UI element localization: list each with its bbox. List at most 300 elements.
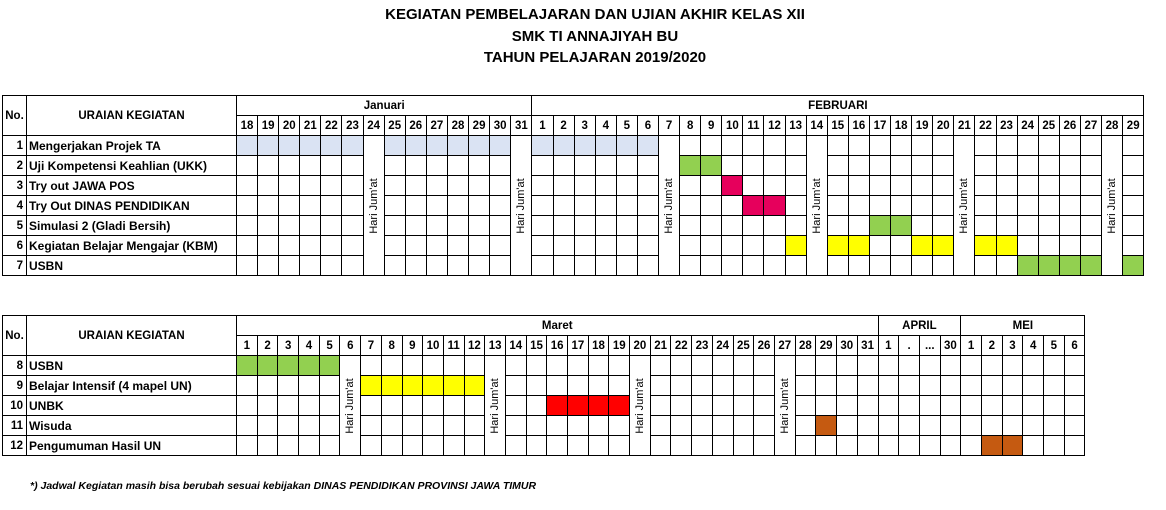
schedule-cell: [257, 436, 278, 456]
schedule-cell: [764, 216, 785, 236]
schedule-cell: [443, 436, 464, 456]
schedule-cell: [278, 376, 299, 396]
schedule-cell: [981, 396, 1002, 416]
schedule-cell: [827, 196, 848, 216]
schedule-cell: [1064, 376, 1085, 396]
day-header: 25: [733, 336, 754, 356]
schedule-cell: [848, 176, 869, 196]
schedule-cell-filled: [426, 136, 447, 156]
schedule-cell: [637, 156, 658, 176]
row-number: 7: [3, 256, 27, 276]
schedule-cell: [279, 196, 300, 216]
activity-name: UNBK: [27, 396, 237, 416]
title-line-2: SMK TI ANNAJIYAH BU: [511, 27, 679, 45]
schedule-cell: [300, 156, 321, 176]
schedule-cell: [1059, 196, 1080, 216]
day-header: 12: [764, 116, 785, 136]
day-header: 14: [505, 336, 526, 356]
schedule-cell: [423, 396, 444, 416]
day-header: 4: [595, 116, 616, 136]
schedule-cell: [469, 256, 490, 276]
schedule-cell: [650, 416, 671, 436]
month-header: APRIL: [878, 316, 961, 336]
schedule-cell: [1023, 396, 1044, 416]
day-header: 23: [692, 336, 713, 356]
title-line-1: KEGIATAN PEMBELAJARAN DAN UJIAN AKHIR KELAS XII: [385, 6, 805, 23]
schedule-cell: [426, 156, 447, 176]
friday-label: Hari Jum'at: [810, 177, 823, 234]
no-header: No.: [3, 96, 27, 136]
day-header: 6: [1064, 336, 1085, 356]
schedule-cell: [1044, 396, 1065, 416]
schedule-cell-filled: [405, 136, 426, 156]
day-header: 11: [743, 116, 764, 136]
day-header: 1: [237, 336, 258, 356]
schedule-cell: [961, 376, 982, 396]
day-header: 25: [384, 116, 405, 136]
schedule-cell: [1059, 216, 1080, 236]
schedule-cell: [712, 436, 733, 456]
day-header: 27: [426, 116, 447, 136]
row-number: 6: [3, 236, 27, 256]
schedule-cell: [299, 416, 320, 436]
schedule-cell: [532, 216, 553, 236]
schedule-cell: [300, 196, 321, 216]
schedule-cell: [1123, 156, 1144, 176]
schedule-cell: [899, 416, 920, 436]
schedule-cell: [940, 356, 961, 376]
schedule-cell: [743, 256, 764, 276]
schedule-cell: [342, 196, 363, 216]
schedule-cell: [785, 176, 806, 196]
schedule-cell: [405, 176, 426, 196]
schedule-cell: [712, 356, 733, 376]
schedule-cell: [940, 416, 961, 436]
schedule-cell-filled: [743, 196, 764, 216]
row-number: 1: [3, 136, 27, 156]
row-number: 12: [3, 436, 27, 456]
schedule-cell-filled: [469, 136, 490, 156]
schedule-cell: [321, 236, 342, 256]
schedule-cell: [680, 196, 701, 216]
schedule-cell: [553, 156, 574, 176]
day-header: 14: [806, 116, 827, 136]
schedule-cell: [961, 396, 982, 416]
schedule-cell: [701, 256, 722, 276]
schedule-cell: [464, 436, 485, 456]
activity-row: [3, 416, 1085, 436]
schedule-cell: [919, 436, 940, 456]
activity-name: USBN: [27, 256, 237, 276]
schedule-cell: [588, 376, 609, 396]
schedule-cell: [588, 436, 609, 456]
friday-label: Hari Jum'at: [344, 377, 357, 434]
schedule-cell-filled: [423, 376, 444, 396]
schedule-cell-filled: [869, 216, 890, 236]
month-header: Maret: [237, 316, 879, 336]
day-header: 19: [609, 336, 630, 356]
day-header: 12: [464, 336, 485, 356]
friday-label: Hari Jum'at: [633, 377, 646, 434]
schedule-cell: [381, 436, 402, 456]
schedule-cell: [754, 376, 775, 396]
schedule-cell: [836, 436, 857, 456]
schedule-cell: [857, 416, 878, 436]
schedule-cell-filled: [447, 136, 468, 156]
schedule-cell-filled: [816, 416, 837, 436]
schedule-cell-filled: [319, 356, 340, 376]
schedule-cell: [299, 396, 320, 416]
schedule-cell: [961, 356, 982, 376]
day-header: 22: [321, 116, 342, 136]
schedule-cell: [996, 176, 1017, 196]
day-header: 7: [659, 116, 680, 136]
friday-label: Hari Jum'at: [489, 377, 502, 434]
friday-holiday-cell: [1101, 136, 1122, 276]
day-header: 30: [940, 336, 961, 356]
schedule-cell: [1023, 356, 1044, 376]
month-header-row: [3, 316, 1085, 336]
schedule-cell: [447, 196, 468, 216]
schedule-cell: [595, 216, 616, 236]
day-header: 13: [485, 336, 506, 356]
schedule-cell: [764, 256, 785, 276]
schedule-cell: [961, 436, 982, 456]
schedule-cell: [1064, 436, 1085, 456]
schedule-cell: [891, 156, 912, 176]
schedule-cell: [795, 356, 816, 376]
schedule-cell: [279, 176, 300, 196]
schedule-cell: [975, 216, 996, 236]
row-number: 4: [3, 196, 27, 216]
schedule-cell: [899, 436, 920, 456]
day-header: 1: [532, 116, 553, 136]
day-header: 30: [836, 336, 857, 356]
schedule-cell: [616, 176, 637, 196]
schedule-cell: [933, 216, 954, 236]
schedule-cell: [848, 156, 869, 176]
month-header-row: [3, 96, 1144, 116]
schedule-cell: [426, 256, 447, 276]
schedule-cell: [1044, 416, 1065, 436]
schedule-cell: [933, 256, 954, 276]
schedule-cell-filled: [443, 376, 464, 396]
schedule-cell: [490, 176, 511, 196]
schedule-cell: [912, 196, 933, 216]
activity-name: Pengumuman Hasil UN: [27, 436, 237, 456]
schedule-cell-filled: [764, 196, 785, 216]
schedule-cell: [1044, 436, 1065, 456]
schedule-cell: [722, 136, 743, 156]
schedule-cell: [505, 436, 526, 456]
schedule-cell: [869, 196, 890, 216]
day-header: 18: [891, 116, 912, 136]
day-header: 1: [878, 336, 899, 356]
schedule-cell: [469, 236, 490, 256]
schedule-cell: [426, 196, 447, 216]
schedule-cell: [616, 236, 637, 256]
schedule-cell: [553, 216, 574, 236]
schedule-cell: [237, 156, 258, 176]
schedule-cell: [279, 156, 300, 176]
schedule-cell: [996, 156, 1017, 176]
schedule-cell: [384, 216, 405, 236]
schedule-cell: [1002, 396, 1023, 416]
row-number: 5: [3, 216, 27, 236]
schedule-cell: [912, 216, 933, 236]
day-header: 4: [1023, 336, 1044, 356]
schedule-cell: [637, 256, 658, 276]
schedule-cell: [996, 256, 1017, 276]
day-header: 2: [257, 336, 278, 356]
schedule-cell: [996, 136, 1017, 156]
schedule-cell: [940, 396, 961, 416]
schedule-cell: [816, 396, 837, 416]
schedule-cell: [469, 196, 490, 216]
schedule-cell: [568, 376, 589, 396]
schedule-cell: [447, 216, 468, 236]
schedule-cell: [547, 376, 568, 396]
friday-label: Hari Jum'at: [958, 177, 971, 234]
schedule-cell: [469, 176, 490, 196]
schedule-cell: [764, 136, 785, 156]
day-header: 19: [912, 116, 933, 136]
schedule-cell: [342, 216, 363, 236]
day-header: .: [899, 336, 920, 356]
schedule-cell: [785, 256, 806, 276]
schedule-cell: [733, 436, 754, 456]
day-header: 26: [754, 336, 775, 356]
schedule-cell: [1038, 216, 1059, 236]
schedule-cell-filled: [827, 236, 848, 256]
schedule-cell-filled: [981, 436, 1002, 456]
task-header: URAIAN KEGIATAN: [27, 316, 237, 356]
schedule-cell: [532, 196, 553, 216]
schedule-cell-filled: [996, 236, 1017, 256]
day-header: 24: [1017, 116, 1038, 136]
schedule-cell: [342, 256, 363, 276]
schedule-cell: [836, 416, 857, 436]
activity-name: Try Out DINAS PENDIDIKAN: [27, 196, 237, 216]
schedule-cell-filled: [321, 136, 342, 156]
schedule-cell: [816, 436, 837, 456]
schedule-cell: [712, 396, 733, 416]
schedule-cell: [869, 236, 890, 256]
day-header: 30: [490, 116, 511, 136]
schedule-cell-filled: [785, 236, 806, 256]
schedule-cell: [869, 176, 890, 196]
schedule-cell: [1044, 376, 1065, 396]
schedule-cell: [754, 396, 775, 416]
schedule-cell: [299, 376, 320, 396]
day-header: 23: [342, 116, 363, 136]
day-header: 9: [402, 336, 423, 356]
day-header: 28: [1101, 116, 1122, 136]
schedule-cell: [443, 396, 464, 416]
month-header: Januari: [237, 96, 532, 116]
schedule-cell-filled: [300, 136, 321, 156]
schedule-cell: [650, 396, 671, 416]
footnote: *) Jadwal Kegiatan masih bisa berubah sesuai kebijakan DINAS PENDIDIKAN PROVINSI JAWA TIMUR: [30, 480, 537, 492]
day-header: 25: [1038, 116, 1059, 136]
schedule-cell: [933, 136, 954, 156]
schedule-cell: [933, 156, 954, 176]
friday-holiday-cell: [485, 356, 506, 456]
schedule-cell: [743, 136, 764, 156]
schedule-cell: [278, 416, 299, 436]
schedule-cell: [574, 216, 595, 236]
schedule-cell: [257, 376, 278, 396]
schedule-cell-filled: [680, 156, 701, 176]
schedule-cell: [1044, 356, 1065, 376]
schedule-cell: [464, 356, 485, 376]
schedule-cell-filled: [553, 136, 574, 156]
schedule-cell: [857, 436, 878, 456]
activity-row: [3, 376, 1085, 396]
schedule-cell: [237, 436, 258, 456]
schedule-cell: [1080, 236, 1101, 256]
schedule-cell-filled: [1038, 256, 1059, 276]
day-header: 26: [1059, 116, 1080, 136]
schedule-cell: [402, 436, 423, 456]
day-header: 22: [975, 116, 996, 136]
day-header: 18: [588, 336, 609, 356]
schedule-cell: [574, 196, 595, 216]
schedule-cell: [279, 256, 300, 276]
schedule-cell: [490, 156, 511, 176]
schedule-cell: [878, 376, 899, 396]
schedule-cell-filled: [616, 136, 637, 156]
schedule-cell: [795, 436, 816, 456]
schedule-cell: [1038, 136, 1059, 156]
schedule-cell: [342, 236, 363, 256]
schedule-cell-filled: [933, 236, 954, 256]
schedule-cell: [1123, 216, 1144, 236]
schedule-cell: [616, 156, 637, 176]
day-header: 3: [1002, 336, 1023, 356]
day-header: 10: [722, 116, 743, 136]
friday-label: Hari Jum'at: [663, 177, 676, 234]
activity-name: Uji Kompetensi Keahlian (UKK): [27, 156, 237, 176]
schedule-cell: [574, 256, 595, 276]
schedule-cell: [1059, 156, 1080, 176]
schedule-cell: [680, 136, 701, 156]
schedule-cell: [574, 156, 595, 176]
schedule-cell: [547, 356, 568, 376]
schedule-cell: [795, 396, 816, 416]
schedule-cell: [616, 256, 637, 276]
schedule-cell: [919, 396, 940, 416]
schedule-cell: [919, 356, 940, 376]
schedule-cell: [764, 236, 785, 256]
schedule-cell: [857, 356, 878, 376]
schedule-cell: [1002, 376, 1023, 396]
schedule-cell: [299, 436, 320, 456]
schedule-cell: [1080, 176, 1101, 196]
schedule-cell: [836, 356, 857, 376]
schedule-cell-filled: [361, 376, 382, 396]
friday-holiday-cell: [511, 136, 532, 276]
schedule-cell: [300, 216, 321, 236]
day-header: 8: [381, 336, 402, 356]
schedule-cell: [1017, 236, 1038, 256]
day-header: 17: [568, 336, 589, 356]
schedule-cell: [258, 216, 279, 236]
schedule-cell: [278, 396, 299, 416]
day-header: 2: [553, 116, 574, 136]
schedule-cell: [816, 376, 837, 396]
schedule-cell: [595, 256, 616, 276]
schedule-cell-filled: [1059, 256, 1080, 276]
schedule-cell: [912, 136, 933, 156]
day-header: 28: [447, 116, 468, 136]
schedule-cell: [754, 436, 775, 456]
activity-name: Mengerjakan Projek TA: [27, 136, 237, 156]
schedule-cell: [574, 176, 595, 196]
schedule-cell: [701, 176, 722, 196]
activity-row: [3, 356, 1085, 376]
schedule-cell: [743, 216, 764, 236]
schedule-cell: [1017, 196, 1038, 216]
day-header: 10: [423, 336, 444, 356]
schedule-cell: [237, 396, 258, 416]
day-header: 23: [996, 116, 1017, 136]
schedule-cell: [827, 136, 848, 156]
schedule-cell: [722, 256, 743, 276]
schedule-cell-filled: [891, 216, 912, 236]
schedule-table-jan-feb: [2, 95, 1144, 276]
schedule-cell: [722, 236, 743, 256]
schedule-cell-filled: [912, 236, 933, 256]
schedule-cell: [857, 396, 878, 416]
schedule-cell: [361, 356, 382, 376]
schedule-cell: [754, 356, 775, 376]
schedule-cell: [671, 376, 692, 396]
schedule-cell: [1023, 416, 1044, 436]
month-header: MEI: [961, 316, 1085, 336]
schedule-cell: [526, 416, 547, 436]
day-header: 1: [961, 336, 982, 356]
activity-row: [3, 396, 1085, 416]
schedule-cell: [237, 196, 258, 216]
schedule-cell: [975, 256, 996, 276]
day-header: 3: [278, 336, 299, 356]
schedule-cell: [568, 436, 589, 456]
day-header: 29: [1123, 116, 1144, 136]
schedule-cell: [637, 176, 658, 196]
schedule-cell: [258, 176, 279, 196]
schedule-cell: [547, 436, 568, 456]
schedule-cell: [361, 416, 382, 436]
schedule-cell-filled: [722, 176, 743, 196]
schedule-cell: [680, 236, 701, 256]
schedule-cell: [733, 396, 754, 416]
schedule-cell-filled: [609, 396, 630, 416]
document-title: [0, 4, 1166, 69]
friday-label: Hari Jum'at: [515, 177, 528, 234]
schedule-cell: [701, 236, 722, 256]
schedule-cell: [722, 196, 743, 216]
schedule-cell: [785, 136, 806, 156]
schedule-cell-filled: [237, 136, 258, 156]
schedule-cell: [743, 156, 764, 176]
schedule-cell: [237, 216, 258, 236]
schedule-cell-filled: [402, 376, 423, 396]
schedule-cell: [319, 376, 340, 396]
schedule-cell: [381, 396, 402, 416]
schedule-cell: [361, 436, 382, 456]
schedule-cell: [319, 396, 340, 416]
